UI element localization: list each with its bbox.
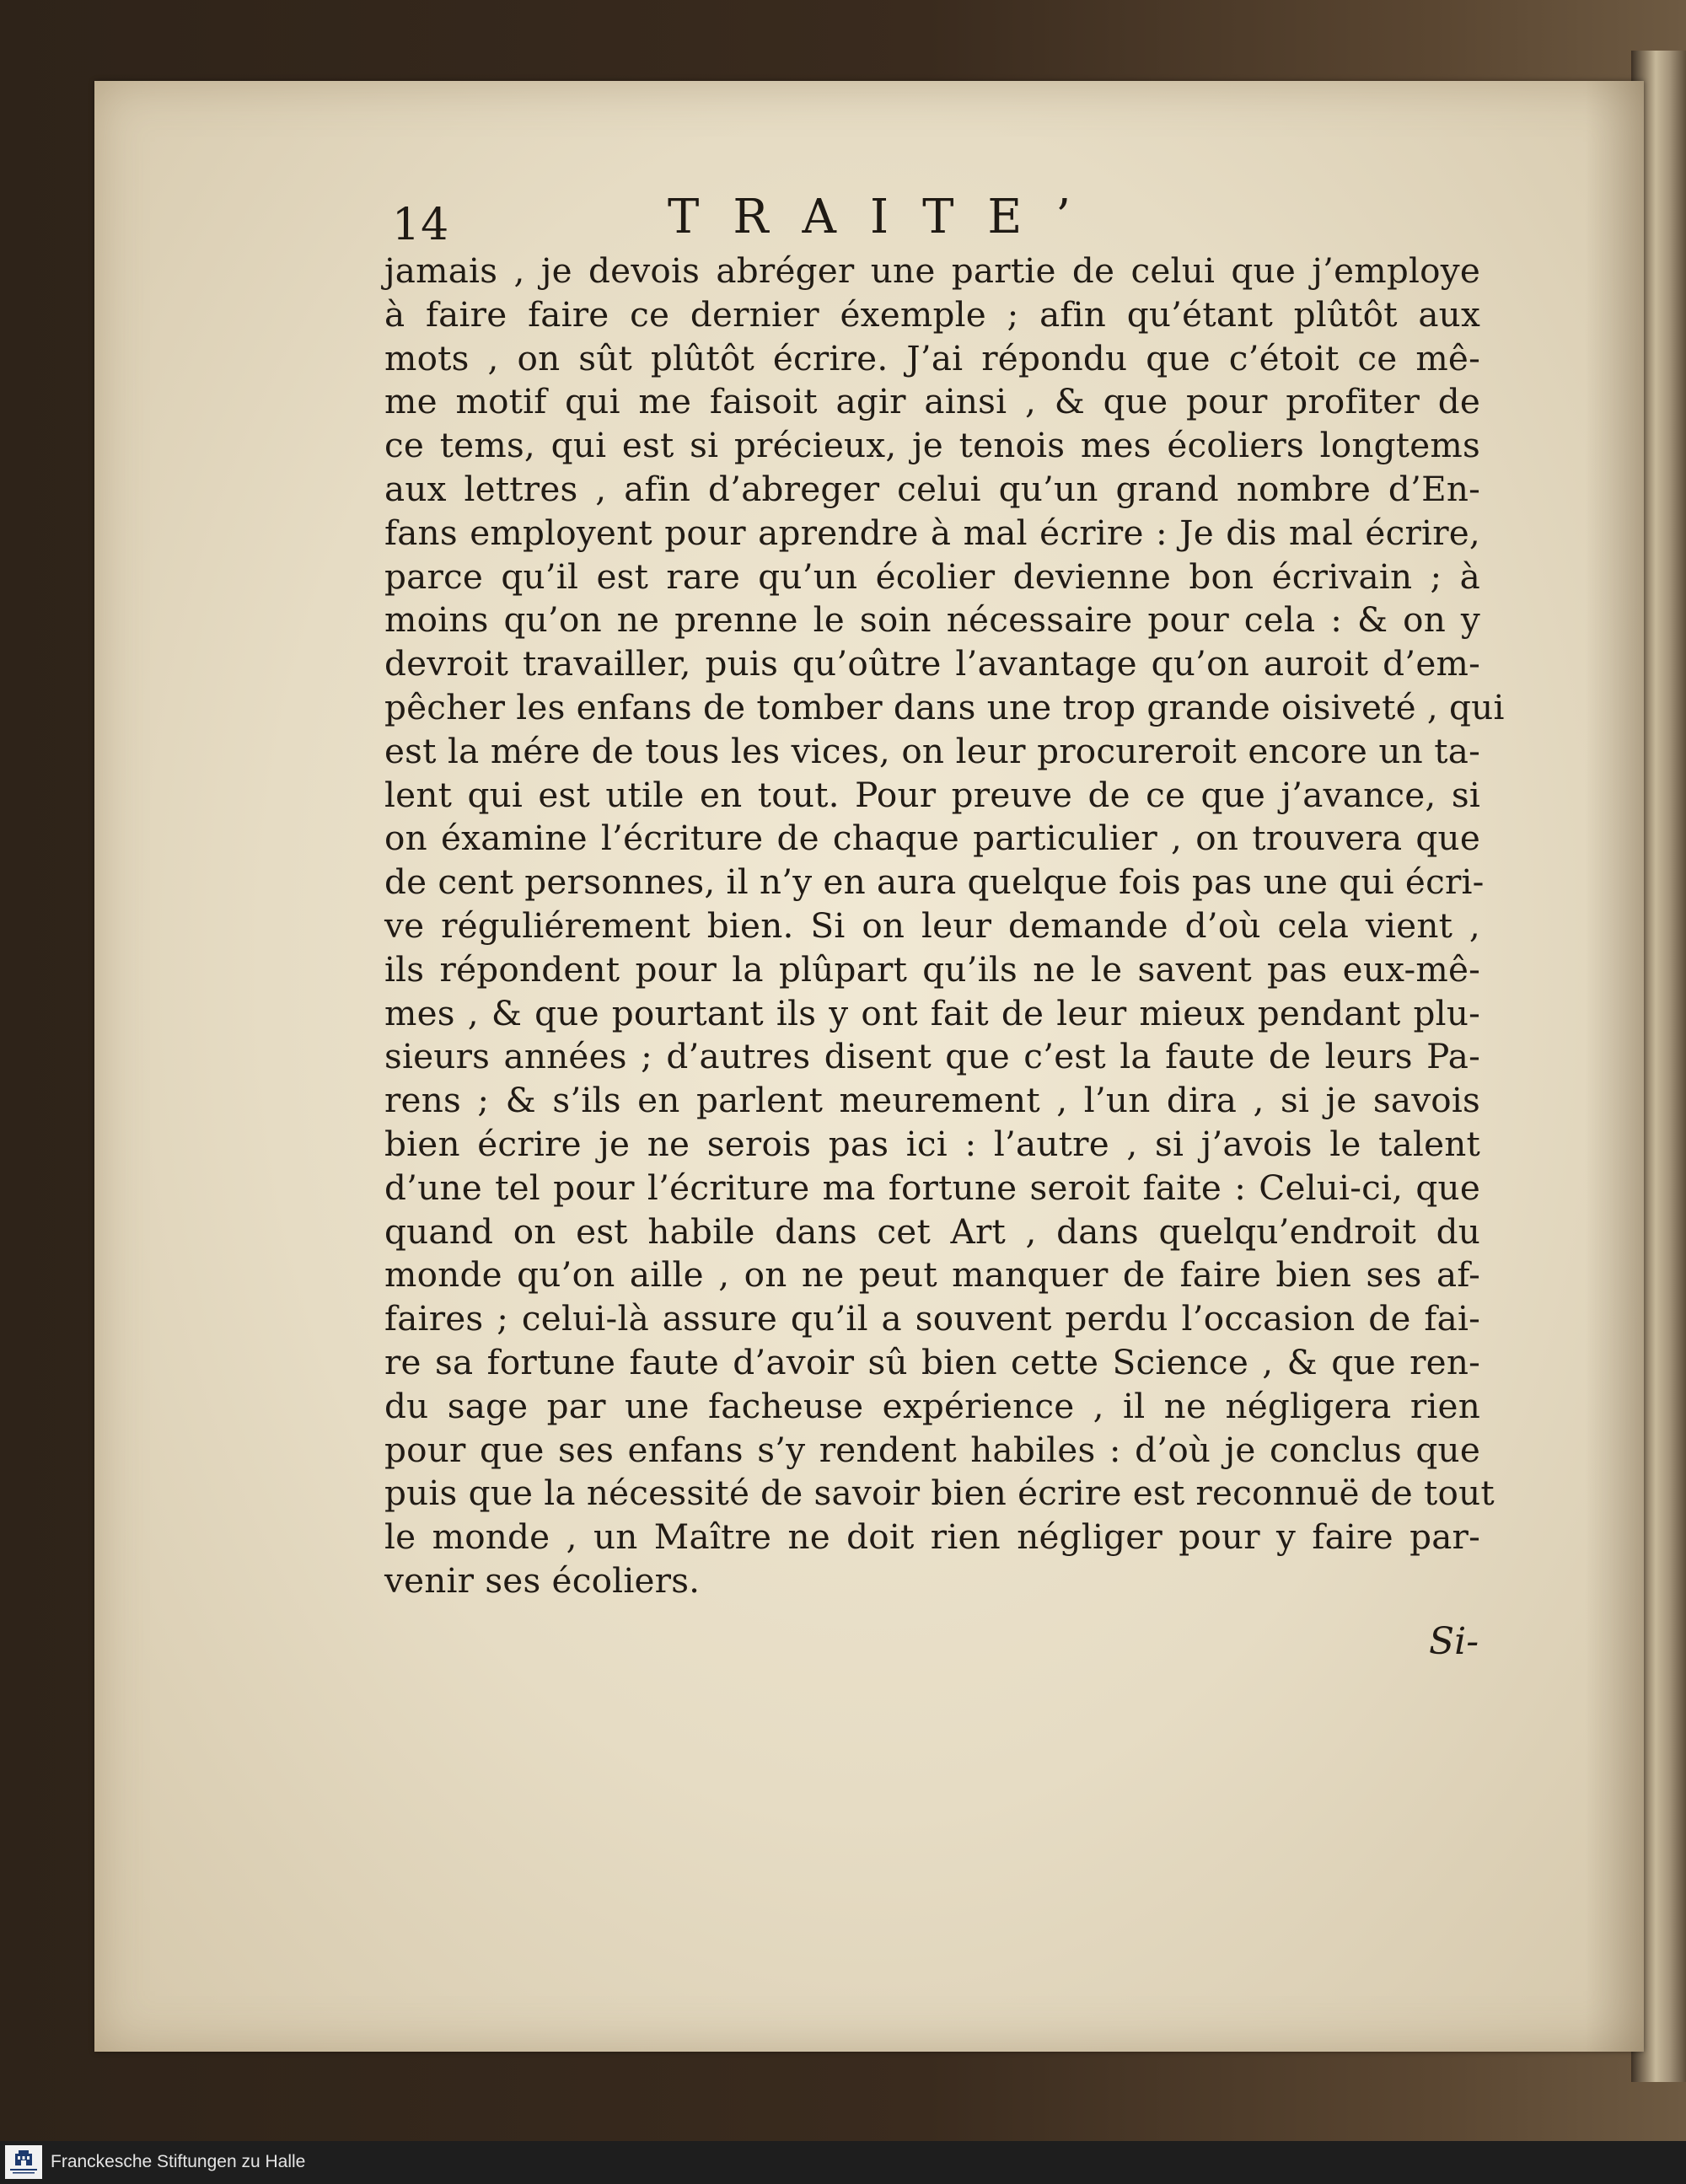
text-line: ce tems, qui est si précieux, je tenois mes écoliers longtems	[384, 425, 1480, 466]
text-line: me motif qui me faisoit agir ainsi , & que pour profiter de	[384, 381, 1480, 422]
text-line: on éxamine l’écriture de chaque particulier , on trouvera que	[384, 818, 1480, 859]
page-number: 14	[392, 200, 450, 250]
franckesche-stiftungen-logo-icon	[5, 2145, 42, 2179]
text-line: pour que ses enfans s’y rendent habiles : d’où je conclus que	[384, 1429, 1480, 1470]
text-line: le monde , un Maître ne doit rien négliger pour y faire par-	[384, 1516, 1480, 1558]
text-line: rens ; & s’ils en parlent meurement , l’un dira , si je savois	[384, 1080, 1480, 1121]
text-line: sieurs années ; d’autres disent que c’est la faute de leurs Pa-	[384, 1036, 1480, 1077]
footer-institution-name: Franckesche Stiftungen zu Halle	[51, 2152, 306, 2171]
text-line: puis que la nécessité de savoir bien écrire est reconnuë de tout	[384, 1473, 1495, 1514]
text-line: lent qui est utile en tout. Pour preuve de ce que j’avance, si	[384, 774, 1480, 815]
text-line: à faire faire ce dernier éxemple ; afin qu’étant plûtôt aux	[384, 293, 1480, 335]
body-text	[384, 250, 1505, 1603]
text-line: de cent personnes, il n’y en aura quelque fois pas une qui écri-	[384, 861, 1485, 903]
text-line: jamais , je devois abréger une partie de celui que j’employe	[384, 250, 1480, 291]
text-line: re sa fortune faute d’avoir sû bien cette Science , & que ren-	[384, 1341, 1480, 1382]
text-line: est la mére de tous les vices, on leur procureroit encore un ta-	[384, 730, 1480, 771]
text-line: monde qu’on aille , on ne peut manquer de faire bien ses af-	[384, 1254, 1480, 1296]
page-edge-shadow	[1585, 81, 1644, 2052]
text-line: aux lettres , afin d’abreger celui qu’un grand nombre d’En-	[384, 468, 1480, 509]
text-line: venir ses écoliers.	[384, 1559, 701, 1601]
text-line: du sage par une facheuse expérience , il ne négligera rien	[384, 1385, 1480, 1426]
catchword: Si-	[1429, 1620, 1479, 1663]
text-line: quand on est habile dans cet Art , dans quelqu’endroit du	[384, 1210, 1480, 1252]
text-line: fans employent pour aprendre à mal écrire : Je dis mal écrire,	[384, 512, 1480, 553]
text-line: moins qu’on ne prenne le soin nécessaire pour cela : & on y	[384, 599, 1480, 641]
text-line: pêcher les enfans de tomber dans une trop grande oisiveté , qui	[384, 686, 1505, 727]
text-line: parce qu’il est rare qu’un écolier devienne bon écrivain ; à	[384, 555, 1480, 597]
text-line: ve réguliérement bien. Si on leur demande d’où cela vient ,	[384, 904, 1480, 946]
text-line: d’une tel pour l’écriture ma fortune seroit faite : Celui-ci, que	[384, 1167, 1480, 1208]
text-line: mes , & que pourtant ils y ont fait de leur mieux pendant plu-	[384, 992, 1480, 1033]
running-title: TRAITE’	[668, 190, 1105, 244]
text-line: mots , on sût plûtôt écrire. J’ai répondu que c’étoit ce mê-	[384, 337, 1480, 378]
text-line: faires ; celui-là assure qu’il a souvent perdu l’occasion de fai-	[384, 1298, 1480, 1339]
text-line: bien écrire je ne serois pas ici : l’autre , si j’avois le talent	[384, 1123, 1480, 1164]
text-line: devroit travailler, puis qu’oûtre l’avantage qu’on auroit d’em-	[384, 643, 1480, 684]
text-line: ils répondent pour la plûpart qu’ils ne le savent pas eux-mê-	[384, 948, 1480, 990]
